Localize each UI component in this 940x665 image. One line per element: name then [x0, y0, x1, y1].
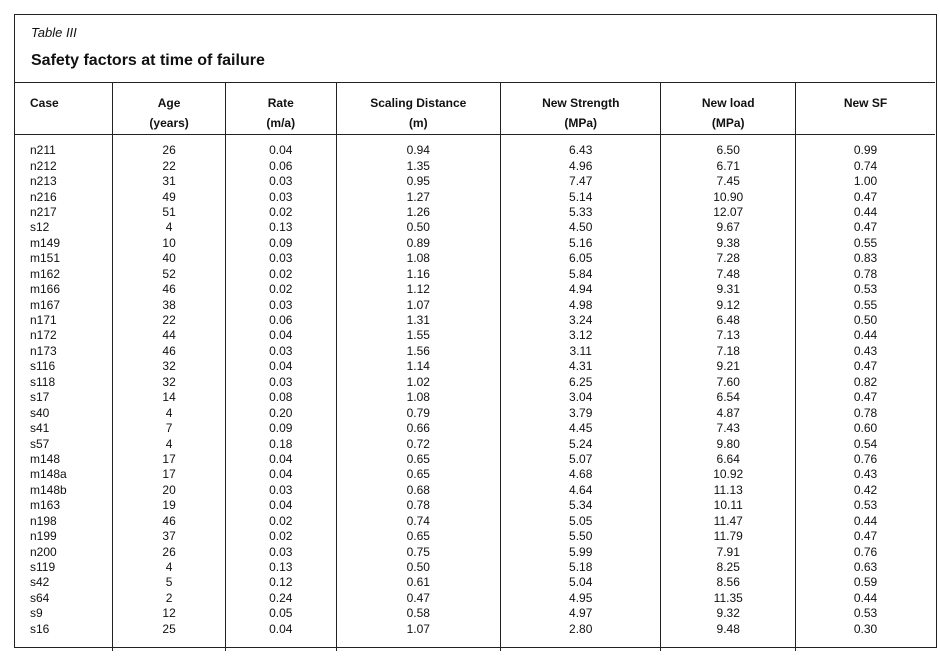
table-row	[14, 282, 935, 297]
cell-scaling-distance: 0.65	[336, 529, 500, 544]
cell-scaling-distance: 0.65	[336, 452, 500, 467]
cell-new-sf: 0.44	[795, 591, 935, 606]
cell-new-sf: 0.63	[795, 560, 935, 575]
cell-age: 26	[113, 135, 226, 159]
header-label: New SF	[843, 96, 888, 110]
cell-new-strength: 5.24	[501, 436, 661, 451]
table-row	[14, 135, 935, 159]
cell-new-strength: 4.50	[501, 220, 661, 235]
cell-age: 17	[113, 467, 226, 482]
cell-new-load: 7.91	[661, 544, 796, 559]
cell-age: 37	[113, 529, 226, 544]
cell-new-strength: 5.04	[501, 575, 661, 590]
cell-scaling-distance: 0.94	[336, 135, 500, 159]
cell-new-strength: 6.43	[501, 135, 661, 159]
table-row	[14, 529, 935, 544]
table-row	[14, 251, 935, 266]
cell-age: 46	[113, 514, 226, 529]
cell-new-load: 11.47	[661, 514, 796, 529]
cell-case: n212	[30, 158, 57, 173]
filler-cell	[795, 637, 935, 651]
cell-age: 4	[113, 405, 226, 420]
column-header-case	[14, 83, 113, 135]
cell-new-load: 9.32	[661, 606, 796, 621]
cell-age: 46	[113, 282, 226, 297]
cell-rate: 0.13	[225, 220, 336, 235]
cell-rate: 0.03	[225, 344, 336, 359]
cell-age: 32	[113, 359, 226, 374]
cell-scaling-distance: 0.47	[336, 591, 500, 606]
cell-age: 20	[113, 483, 226, 498]
cell-new-strength: 6.25	[501, 375, 661, 390]
cell-scaling-distance: 0.61	[336, 575, 500, 590]
cell-new-load: 7.43	[661, 421, 796, 436]
cell-new-load: 7.13	[661, 328, 796, 343]
cell-scaling-distance: 0.50	[336, 560, 500, 575]
cell-scaling-distance: 0.78	[336, 498, 500, 513]
cell-new-sf: 0.44	[795, 328, 935, 343]
table-row	[14, 436, 935, 451]
cell-scaling-distance: 1.12	[336, 282, 500, 297]
cell-new-strength: 5.05	[501, 514, 661, 529]
cell-new-load: 9.67	[661, 220, 796, 235]
cell-new-load: 7.45	[661, 174, 796, 189]
table-row	[14, 297, 935, 312]
cell-case: n199	[30, 529, 57, 544]
cell-scaling-distance: 1.14	[336, 359, 500, 374]
cell-scaling-distance: 0.95	[336, 174, 500, 189]
cell-scaling-distance: 0.74	[336, 514, 500, 529]
cell-age: 38	[113, 297, 226, 312]
cell-new-load: 8.56	[661, 575, 796, 590]
cell-rate: 0.03	[225, 174, 336, 189]
cell-case: m163	[30, 498, 61, 513]
header-label: New Strength	[542, 96, 620, 110]
cell-scaling-distance: 1.08	[336, 390, 500, 405]
cell-new-load: 6.48	[661, 313, 796, 328]
table-row	[14, 158, 935, 173]
cell-age: 31	[113, 174, 226, 189]
cell-rate: 0.08	[225, 390, 336, 405]
cell-new-strength: 3.12	[501, 328, 661, 343]
cell-new-strength: 5.18	[501, 560, 661, 575]
cell-case: s42	[30, 575, 50, 590]
filler-cell	[336, 637, 500, 651]
cell-scaling-distance: 1.08	[336, 251, 500, 266]
cell-new-load: 11.13	[661, 483, 796, 498]
cell-case: n198	[30, 513, 57, 528]
table-row	[14, 467, 935, 482]
cell-scaling-distance: 1.07	[336, 622, 500, 637]
cell-scaling-distance: 1.16	[336, 267, 500, 282]
cell-new-strength: 3.79	[501, 405, 661, 420]
cell-rate: 0.13	[225, 560, 336, 575]
filler-cell	[501, 637, 661, 651]
cell-rate: 0.04	[225, 498, 336, 513]
header-unit: (MPa)	[711, 116, 745, 130]
cell-new-sf: 0.47	[795, 220, 935, 235]
cell-new-sf: 0.43	[795, 467, 935, 482]
cell-case: n217	[30, 204, 57, 219]
cell-case: s40	[30, 405, 50, 420]
cell-new-load: 10.11	[661, 498, 796, 513]
cell-new-strength: 4.95	[501, 591, 661, 606]
header-label: Scaling Distance	[370, 96, 467, 110]
cell-scaling-distance: 1.55	[336, 328, 500, 343]
cell-new-strength: 6.05	[501, 251, 661, 266]
cell-case: m148	[30, 451, 61, 466]
cell-case: n213	[30, 174, 57, 189]
cell-new-sf: 0.53	[795, 282, 935, 297]
cell-rate: 0.03	[225, 297, 336, 312]
cell-new-strength: 3.24	[501, 313, 661, 328]
cell-new-sf: 0.55	[795, 297, 935, 312]
cell-new-load: 9.21	[661, 359, 796, 374]
cell-new-strength: 4.64	[501, 483, 661, 498]
cell-new-strength: 4.68	[501, 467, 661, 482]
cell-rate: 0.04	[225, 328, 336, 343]
cell-age: 5	[113, 575, 226, 590]
cell-new-strength: 4.94	[501, 282, 661, 297]
cell-rate: 0.18	[225, 436, 336, 451]
table-row	[14, 405, 935, 420]
cell-case: n216	[30, 189, 57, 204]
cell-case: s119	[30, 560, 56, 575]
cell-new-strength: 4.96	[501, 158, 661, 173]
header-label: Case	[30, 96, 59, 110]
cell-case: n211	[30, 143, 56, 158]
cell-new-strength: 4.97	[501, 606, 661, 621]
cell-new-strength: 5.34	[501, 498, 661, 513]
cell-scaling-distance: 1.02	[336, 375, 500, 390]
column-header-age	[113, 83, 226, 135]
cell-new-sf: 0.30	[795, 622, 935, 637]
filler-cell	[661, 637, 796, 651]
table-row	[14, 544, 935, 559]
cell-new-sf: 0.44	[795, 514, 935, 529]
header-label: Rate	[267, 96, 294, 110]
cell-new-strength: 5.14	[501, 189, 661, 204]
table-row	[14, 359, 935, 374]
cell-new-sf: 0.60	[795, 421, 935, 436]
table-row	[14, 575, 935, 590]
cell-scaling-distance: 0.58	[336, 606, 500, 621]
cell-age: 14	[113, 390, 226, 405]
cell-case: n200	[30, 544, 57, 559]
cell-new-strength: 5.33	[501, 205, 661, 220]
cell-new-sf: 0.76	[795, 452, 935, 467]
cell-rate: 0.03	[225, 544, 336, 559]
cell-scaling-distance: 0.68	[336, 483, 500, 498]
cell-new-sf: 0.78	[795, 267, 935, 282]
cell-rate: 0.03	[225, 375, 336, 390]
cell-new-load: 11.35	[661, 591, 796, 606]
cell-new-load: 8.25	[661, 560, 796, 575]
cell-case: n171	[30, 313, 57, 328]
cell-new-load: 9.12	[661, 297, 796, 312]
cell-new-load: 6.71	[661, 158, 796, 173]
table-row	[14, 452, 935, 467]
cell-new-sf: 0.99	[795, 135, 935, 159]
cell-new-strength: 7.47	[501, 174, 661, 189]
cell-age: 7	[113, 421, 226, 436]
cell-case: s16	[30, 621, 50, 636]
cell-new-sf: 0.42	[795, 483, 935, 498]
cell-rate: 0.02	[225, 267, 336, 282]
table-row	[14, 514, 935, 529]
cell-case: m148a	[30, 467, 67, 482]
column-header-new-load	[661, 83, 796, 135]
cell-age: 10	[113, 236, 226, 251]
cell-age: 44	[113, 328, 226, 343]
table-row	[14, 498, 935, 513]
cell-new-strength: 4.98	[501, 297, 661, 312]
cell-new-load: 12.07	[661, 205, 796, 220]
cell-scaling-distance: 1.07	[336, 297, 500, 312]
cell-rate: 0.02	[225, 529, 336, 544]
cell-new-strength: 5.16	[501, 236, 661, 251]
table-row	[14, 313, 935, 328]
cell-age: 32	[113, 375, 226, 390]
column-header-new-sf	[795, 83, 935, 135]
cell-case: s57	[30, 436, 50, 451]
cell-case: s118	[30, 374, 56, 389]
cell-new-sf: 0.47	[795, 189, 935, 204]
cell-new-sf: 0.82	[795, 375, 935, 390]
table-row	[14, 189, 935, 204]
table-filler-row	[14, 637, 935, 651]
cell-rate: 0.03	[225, 483, 336, 498]
cell-new-sf: 0.47	[795, 390, 935, 405]
cell-scaling-distance: 0.66	[336, 421, 500, 436]
cell-new-strength: 4.31	[501, 359, 661, 374]
cell-age: 49	[113, 189, 226, 204]
filler-cell	[14, 637, 113, 651]
cell-new-sf: 0.78	[795, 405, 935, 420]
header-unit: (years)	[149, 116, 189, 130]
cell-age: 4	[113, 220, 226, 235]
cell-new-sf: 0.76	[795, 544, 935, 559]
cell-case: m149	[30, 235, 61, 250]
cell-new-strength: 5.99	[501, 544, 661, 559]
cell-case: n172	[30, 328, 57, 343]
column-header-scaling-distance	[336, 83, 500, 135]
cell-age: 40	[113, 251, 226, 266]
cell-rate: 0.04	[225, 622, 336, 637]
table-row	[14, 483, 935, 498]
cell-new-sf: 0.83	[795, 251, 935, 266]
cell-case: m167	[30, 297, 61, 312]
cell-new-load: 6.54	[661, 390, 796, 405]
cell-case: m148b	[30, 482, 67, 497]
cell-new-load: 6.50	[661, 135, 796, 159]
cell-new-load: 11.79	[661, 529, 796, 544]
cell-rate: 0.24	[225, 591, 336, 606]
cell-new-strength: 5.50	[501, 529, 661, 544]
cell-scaling-distance: 0.89	[336, 236, 500, 251]
cell-new-load: 7.18	[661, 344, 796, 359]
cell-case: s116	[30, 359, 56, 374]
cell-new-load: 9.31	[661, 282, 796, 297]
cell-new-sf: 0.44	[795, 205, 935, 220]
cell-new-sf: 0.54	[795, 436, 935, 451]
cell-age: 52	[113, 267, 226, 282]
safety-factors-table	[14, 82, 935, 651]
header-unit: (m/a)	[266, 116, 296, 130]
cell-rate: 0.04	[225, 359, 336, 374]
cell-new-sf: 0.53	[795, 498, 935, 513]
header-unit: (m)	[408, 116, 428, 130]
cell-case: m162	[30, 266, 61, 281]
cell-scaling-distance: 1.35	[336, 158, 500, 173]
cell-age: 2	[113, 591, 226, 606]
column-header-new-strength	[501, 83, 661, 135]
cell-age: 19	[113, 498, 226, 513]
table-row	[14, 560, 935, 575]
filler-cell	[225, 637, 336, 651]
table-label: Table III	[31, 25, 77, 40]
cell-new-load: 9.38	[661, 236, 796, 251]
cell-age: 4	[113, 560, 226, 575]
cell-age: 4	[113, 436, 226, 451]
cell-age: 17	[113, 452, 226, 467]
table-row	[14, 344, 935, 359]
cell-age: 46	[113, 344, 226, 359]
cell-new-sf: 0.59	[795, 575, 935, 590]
cell-scaling-distance: 0.50	[336, 220, 500, 235]
cell-new-strength: 5.84	[501, 267, 661, 282]
cell-new-load: 10.90	[661, 189, 796, 204]
cell-case: s41	[30, 421, 50, 436]
cell-rate: 0.02	[225, 282, 336, 297]
cell-scaling-distance: 1.27	[336, 189, 500, 204]
cell-new-sf: 1.00	[795, 174, 935, 189]
cell-age: 26	[113, 544, 226, 559]
cell-new-load: 7.60	[661, 375, 796, 390]
cell-case: s9	[30, 606, 43, 621]
cell-scaling-distance: 0.75	[336, 544, 500, 559]
table-row	[14, 236, 935, 251]
cell-rate: 0.20	[225, 405, 336, 420]
cell-new-load: 6.64	[661, 452, 796, 467]
cell-rate: 0.09	[225, 236, 336, 251]
cell-rate: 0.02	[225, 205, 336, 220]
header-label: New load	[701, 96, 755, 110]
cell-rate: 0.04	[225, 467, 336, 482]
column-header-rate	[225, 83, 336, 135]
cell-rate: 0.04	[225, 135, 336, 159]
cell-rate: 0.03	[225, 251, 336, 266]
cell-age: 51	[113, 205, 226, 220]
cell-scaling-distance: 1.26	[336, 205, 500, 220]
cell-rate: 0.06	[225, 313, 336, 328]
cell-scaling-distance: 0.65	[336, 467, 500, 482]
cell-new-strength: 5.07	[501, 452, 661, 467]
table-row	[14, 606, 935, 621]
cell-new-sf: 0.74	[795, 158, 935, 173]
cell-case: s12	[30, 220, 50, 235]
cell-scaling-distance: 0.79	[336, 405, 500, 420]
cell-new-sf: 0.50	[795, 313, 935, 328]
cell-rate: 0.12	[225, 575, 336, 590]
cell-age: 12	[113, 606, 226, 621]
cell-case: m166	[30, 282, 61, 297]
cell-age: 25	[113, 622, 226, 637]
cell-new-strength: 2.80	[501, 622, 661, 637]
table-row	[14, 622, 935, 637]
table-row	[14, 174, 935, 189]
cell-case: m151	[30, 251, 61, 266]
cell-scaling-distance: 1.31	[336, 313, 500, 328]
table-row	[14, 267, 935, 282]
cell-new-load: 4.87	[661, 405, 796, 420]
cell-case: s17	[30, 390, 50, 405]
cell-new-load: 10.92	[661, 467, 796, 482]
cell-case: s64	[30, 590, 50, 605]
cell-scaling-distance: 0.72	[336, 436, 500, 451]
cell-rate: 0.04	[225, 452, 336, 467]
table-row	[14, 328, 935, 343]
cell-rate: 0.03	[225, 189, 336, 204]
cell-age: 22	[113, 313, 226, 328]
cell-case: n173	[30, 343, 57, 358]
header-row	[14, 83, 935, 135]
cell-new-load: 7.28	[661, 251, 796, 266]
table-row	[14, 591, 935, 606]
table-title: Safety factors at time of failure	[31, 52, 265, 69]
table-row	[14, 220, 935, 235]
header-unit: (MPa)	[564, 116, 598, 130]
cell-new-sf: 0.43	[795, 344, 935, 359]
cell-rate: 0.02	[225, 514, 336, 529]
cell-new-sf: 0.53	[795, 606, 935, 621]
table-row	[14, 205, 935, 220]
cell-rate: 0.06	[225, 158, 336, 173]
cell-new-load: 7.48	[661, 267, 796, 282]
cell-age: 22	[113, 158, 226, 173]
cell-new-load: 9.80	[661, 436, 796, 451]
cell-new-sf: 0.47	[795, 359, 935, 374]
cell-scaling-distance: 1.56	[336, 344, 500, 359]
cell-new-load: 9.48	[661, 622, 796, 637]
cell-rate: 0.09	[225, 421, 336, 436]
header-label: Age	[157, 96, 181, 110]
table-row	[14, 390, 935, 405]
cell-new-strength: 4.45	[501, 421, 661, 436]
filler-cell	[113, 637, 226, 651]
table-row	[14, 421, 935, 436]
cell-new-sf: 0.55	[795, 236, 935, 251]
cell-new-strength: 3.04	[501, 390, 661, 405]
cell-new-strength: 3.11	[501, 344, 661, 359]
table-row	[14, 375, 935, 390]
cell-rate: 0.05	[225, 606, 336, 621]
cell-new-sf: 0.47	[795, 529, 935, 544]
table-frame	[14, 14, 937, 648]
